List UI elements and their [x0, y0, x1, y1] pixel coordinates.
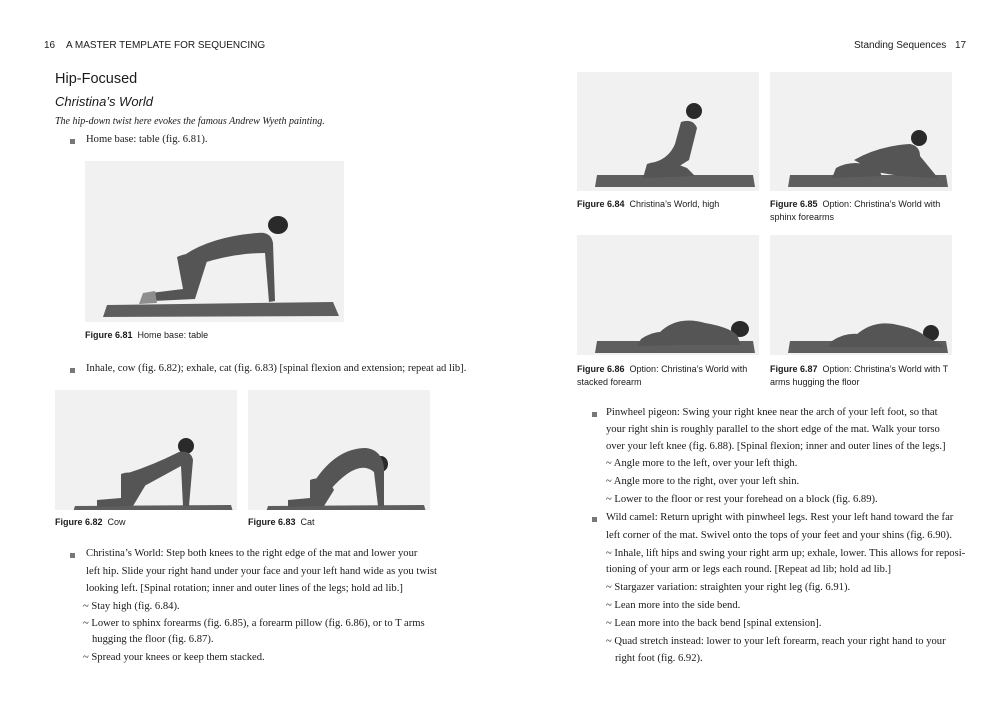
cw-line-2: left hip. Slide your right hand under your face and your left hand wide as you twist	[86, 566, 437, 577]
camel-line-1: Wild camel: Return upright with pinwheel legs. Rest your left hand toward the far	[606, 512, 954, 523]
cw-sub-3: ~ Spread your knees or keep them stacked.	[83, 652, 265, 663]
caption-text: Cat	[300, 517, 315, 527]
camel-sub-1-cont: tioning of your arm or legs each round. [Repeat ad lib; hold ad lib.]	[606, 564, 892, 575]
caption-text-line2: stacked forearm	[577, 377, 642, 387]
right-running-title: Standing Sequences	[854, 40, 947, 51]
right-page-number: 17	[955, 40, 967, 51]
figure-label: Figure 6.81	[85, 330, 133, 340]
figure-6-85-caption	[770, 198, 940, 224]
cat-pose-illustration	[248, 390, 430, 510]
pigeon-line-2: your right shin is roughly parallel to the short edge of the mat. Walk your torso	[606, 424, 940, 435]
figure-6-86-photo	[577, 235, 759, 355]
figure-6-81-caption	[85, 329, 208, 342]
pigeon-line-1: Pinwheel pigeon: Swing your right knee near the arch of your left foot, so that	[606, 407, 938, 418]
christinas-world-stacked-forearm-illustration	[577, 235, 759, 355]
bullet-marker	[592, 412, 597, 417]
caption-text: Christina’s World, high	[629, 199, 720, 209]
cw-sub-2-cont: hugging the floor (fig. 6.87).	[92, 634, 214, 645]
camel-sub-5-cont: right foot (fig. 6.92).	[615, 653, 703, 664]
cow-pose-illustration	[55, 390, 237, 510]
caption-text-line2: sphinx forearms	[770, 212, 835, 222]
figure-label: Figure 6.82	[55, 517, 103, 527]
figure-label: Figure 6.83	[248, 517, 296, 527]
bullet-marker	[70, 553, 75, 558]
camel-sub-3: ~ Lean more into the side bend.	[606, 600, 741, 611]
figure-6-83-photo	[248, 390, 430, 510]
caption-text: Option: Christina’s World with	[629, 364, 748, 374]
christinas-world-sphinx-illustration	[770, 72, 952, 191]
left-running-title: A MASTER TEMPLATE FOR SEQUENCING	[66, 40, 266, 51]
bullet-marker	[70, 139, 75, 144]
camel-sub-4: ~ Lean more into the back bend [spinal extension].	[606, 618, 822, 629]
section-title: Hip-Focused	[55, 71, 138, 87]
figure-6-87-photo	[770, 235, 952, 355]
figure-label: Figure 6.87	[770, 364, 818, 374]
christinas-world-t-arms-illustration	[770, 235, 952, 355]
caption-text: Option: Christina’s World with T	[822, 364, 949, 374]
section-intro: The hip-down twist here evokes the famous Andrew Wyeth painting.	[55, 116, 325, 127]
cw-line-3: looking left. [Spinal rotation; inner and outer lines of the legs; hold ad lib.]	[86, 583, 403, 594]
pigeon-line-3: over your left knee (fig. 6.88). [Spinal flexion; inner and outer lines of the legs.]	[606, 441, 946, 452]
caption-text: Option: Christina’s World with	[822, 199, 941, 209]
figure-6-84-photo	[577, 72, 759, 191]
pigeon-sub-2: ~ Angle more to the right, over your left shin.	[606, 476, 800, 487]
figure-label: Figure 6.85	[770, 199, 818, 209]
figure-6-81-photo	[85, 161, 344, 322]
bullet-marker	[70, 368, 75, 373]
figure-6-85-photo	[770, 72, 952, 191]
christinas-world-high-illustration	[577, 72, 759, 191]
bullet-cow-cat: Inhale, cow (fig. 6.82); exhale, cat (fig. 6.83) [spinal flexion and extension; repeat ad lib].	[86, 363, 467, 374]
camel-sub-1: ~ Inhale, lift hips and swing your right arm up; exhale, lower. This allows for reposi-	[606, 548, 966, 559]
table-pose-illustration	[85, 161, 344, 322]
caption-text: Home base: table	[137, 330, 209, 340]
camel-line-2: left corner of the mat. Swivel onto the tops of your feet and your shins (fig. 6.90).	[606, 530, 952, 541]
bullet-home-base: Home base: table (fig. 6.81).	[86, 134, 208, 145]
cw-sub-2: ~ Lower to sphinx forearms (fig. 6.85), a forearm pillow (fig. 6.86), or to T arms	[83, 618, 425, 629]
caption-text-line2: arms hugging the floor	[770, 377, 860, 387]
figure-6-82-photo	[55, 390, 237, 510]
camel-sub-5: ~ Quad stretch instead: lower to your left forearm, reach your right hand to your	[606, 636, 946, 647]
figure-6-87-caption	[770, 363, 948, 389]
camel-sub-2: ~ Stargazer variation: straighten your right leg (fig. 6.91).	[606, 582, 851, 593]
figure-6-84-caption	[577, 198, 719, 211]
figure-6-82-caption	[55, 516, 126, 529]
figure-6-86-caption	[577, 363, 747, 389]
section-subtitle: Christina’s World	[55, 94, 154, 109]
figure-label: Figure 6.86	[577, 364, 625, 374]
pigeon-sub-1: ~ Angle more to the left, over your left thigh.	[606, 458, 798, 469]
bullet-marker	[592, 517, 597, 522]
figure-label: Figure 6.84	[577, 199, 625, 209]
caption-text: Cow	[107, 517, 126, 527]
pigeon-sub-3: ~ Lower to the floor or rest your forehead on a block (fig. 6.89).	[606, 494, 878, 505]
figure-6-83-caption	[248, 516, 315, 529]
left-page-number: 16	[44, 40, 56, 51]
cw-line-1: Christina’s World: Step both knees to the right edge of the mat and lower your	[86, 548, 418, 559]
cw-sub-1: ~ Stay high (fig. 6.84).	[83, 601, 180, 612]
